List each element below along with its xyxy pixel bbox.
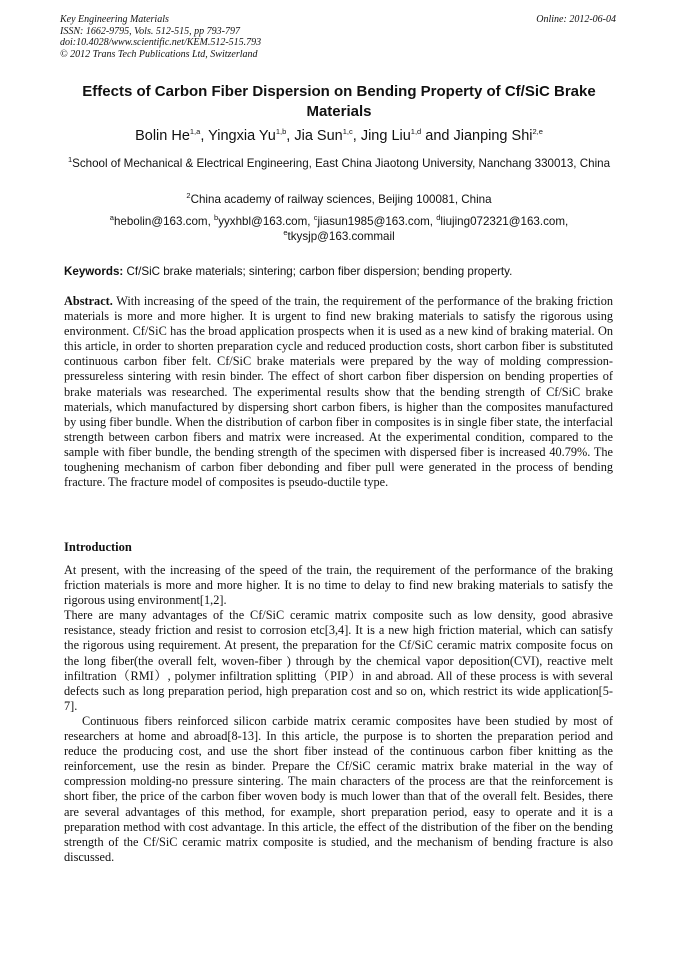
abstract-label: Abstract.	[64, 294, 113, 308]
journal-name: Key Engineering Materials	[60, 14, 169, 25]
email-link[interactable]: liujing072321@163.com,	[440, 215, 569, 228]
copyright-line: © 2012 Trans Tech Publications Ltd, Switzerland	[60, 48, 258, 60]
author-list	[60, 127, 618, 145]
abstract	[64, 294, 613, 490]
running-header	[60, 14, 616, 60]
intro-paragraph: There are many advantages of the Cf/SiC ceramic matrix composite such as low density, good abrasive resistance, steady friction and resist to corrosion etc[3,4]. It is a new high friction material, which can satisfy the rigorous using requirement. At present, the preparation for the Cf/SiC ceramic matrix composite focus on the long fiber(the overall felt, woven-fiber ) through by the chemical vapor deposition(CVI), reactive melt infiltration（RMI）, polymer infiltration splitting（PIP）in and abroad. All of these process is with several defects such as long preparation period, high preparation cost and so on, which restrict its wide application[5-7].	[64, 608, 613, 713]
author-4: Jing Liu$^{1,d}$ and	[360, 127, 454, 144]
doi-line: doi:10.4028/www.scientific.net/KEM.512-515.793	[60, 37, 262, 48]
affiliation-2: $^2$China academy of railway sciences, Beijing 100081, China	[186, 191, 492, 206]
author-3: Jia Sun$^{1,c}$,	[294, 127, 361, 144]
author-2: Yingxia Yu$^{1,b}$,	[208, 127, 295, 144]
email-link[interactable]: jiasun1985@163.com,	[317, 215, 437, 228]
email-link[interactable]: yyxhbl@163.com,	[218, 215, 314, 228]
intro-paragraph: Continuous fibers reinforced silicon carbide matrix ceramic composites have been studied by most of researchers at home and abroad[8-13]. In this article, the purpose is to shorten the preparation period and reduce the producing cost, and use the short fiber instead of the continuous carbon fiber knitting as the reinforcement, use the resin as binder. Prepare the Cf/SiC ceramic matrix brake material in the way of compression molding-no pressure sintering. The main characters of the process are that the reinforcement is short fiber, the price of the carbon fiber woven body is much lower than that of the overall felt. Besides, there are several advantages of this method, for example, short preparation period, easy to operate and it is a preparation method with cost advantage. In this article, the effect of the distribution of the fiber on the bending strength of the Cf/SiC ceramic matrix composite is studied, and the mechanism of bending fracture is also discussed.	[64, 713, 613, 864]
author-1: Bolin He$^{1,a}$,	[135, 127, 209, 144]
paper-title: Effects of Carbon Fiber Dispersion on Bending Property of Cf/SiC Brake Materials	[82, 83, 596, 120]
email-link[interactable]: hebolin@163.com,	[113, 215, 215, 228]
keywords-label: Keywords:	[64, 265, 124, 278]
keywords-text: Cf/SiC brake materials; sintering; carbon fiber dispersion; bending property.	[126, 265, 513, 278]
section-heading-introduction: Introduction	[64, 540, 132, 554]
author-5: Jianping Shi$^{2,e}$	[453, 127, 543, 144]
keywords	[64, 264, 618, 279]
abstract-text: With increasing of the speed of the train, the requirement of the performance of the braking friction materials is more and more higher. It is urgent to find new braking materials to satisfy the rigorous using environment. Cf/SiC has the broad application prospects when it is used as a new kind of braking material. On this article, in order to shorten preparation cycle and reduced production costs, short carbon fiber is substituted continuous carbon fiber felt. Cf/SiC brake materials were prepared by the way of molding compression-pressureless sintering with resin binder. The effect of short carbon fiber dispersion on bending properties of brake materials was researched. The experimental results show that the bending strength of Cf/SiC brake materials, which manufactured by dispersing short carbon fibers, is higher than the composites manufactured by using fiber bundle. When the distribution of carbon fiber in composites is in single fiber state, the interfacial strength between carbon fibers and matrix were increased. At the experimental condition, compared to the sample with fiber bundle, the bending strength of the specimen with dispersed fiber is increased 40.79%. The toughening mechanism of carbon fiber debonding and fiber pull were generated in the process of bending fracture. The fracture model of composites is pseudo-ductile type.	[64, 294, 613, 490]
intro-paragraph: At present, with the increasing of the speed of the train, the requirement of the performance of the braking friction materials is more and more higher. It is no time to delay to find new braking materials to satisfy the rigorous using environment[1,2].	[64, 563, 613, 608]
issn-line: ISSN: 1662-9795, Vols. 512-515, pp 793-797	[60, 25, 240, 37]
email-link[interactable]: tkysjp@163.commail	[287, 230, 395, 243]
affiliation-1: $^1$School of Mechanical & Electrical Engineering, East China Jiaotong University, Nanchang 330013, China	[67, 155, 611, 170]
introduction-body	[64, 563, 613, 865]
email-list: $^a$hebolin@163.com, $^b$yyxhbl@163.com, $^c$jiasun1985@163.com, $^d$liujing072321@163.com, $^e$tkysjp@163.commail	[109, 213, 569, 243]
online-date: Online: 2012-06-04	[536, 14, 616, 25]
